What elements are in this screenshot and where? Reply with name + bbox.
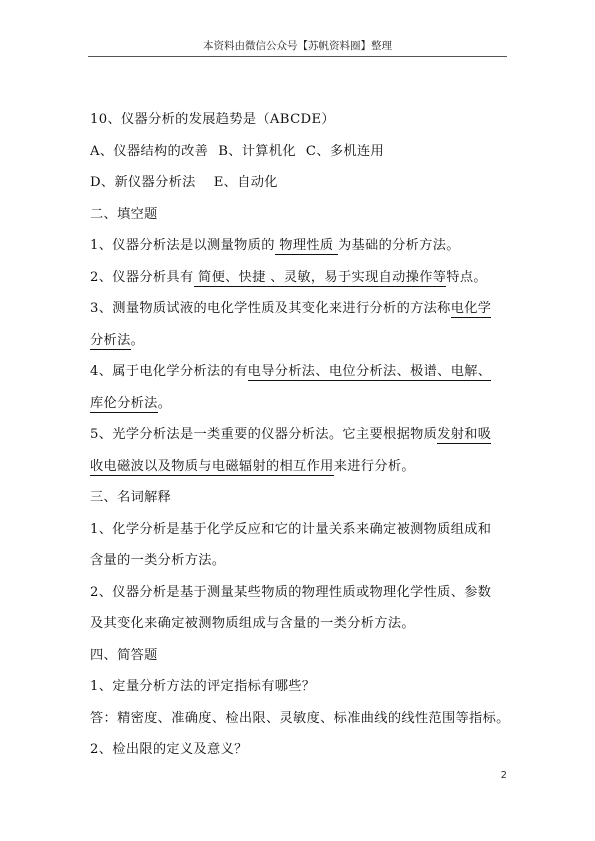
definition-1-cont xyxy=(90,545,509,577)
fill-question-3-cont xyxy=(90,325,509,357)
fill-answer: 电导分析法、电位分析法、极谱、电解、 xyxy=(247,364,492,379)
question-text: 2、检出限的定义及意义？ xyxy=(90,742,248,757)
fill-text: 。 xyxy=(157,395,172,411)
definition-text: 及其变化来确定被测物质组成与含量的一类分析方法。 xyxy=(90,616,415,631)
fill-text: 2、仪器分析具有 xyxy=(90,269,194,285)
short-answer-answer-1 xyxy=(90,703,509,735)
short-answer-question-1 xyxy=(90,671,509,703)
option-a: A、仪器结构的改善 xyxy=(90,143,209,159)
definition-text: 2、仪器分析是基于测量某些物质的物理性质或物理化学性质、参数 xyxy=(90,584,492,600)
fill-question-4 xyxy=(90,356,509,388)
answer-text: 答：精密度、准确度、检出限、灵敏度、标准曲线的线性范围等指标。 xyxy=(90,710,510,726)
section-title: 二、填空题 xyxy=(90,206,158,222)
fill-text: 来进行分析。 xyxy=(333,458,415,474)
fill-answer: 物理性质 xyxy=(274,238,338,253)
fill-text: 1、仪器分析法是以测量物质的 xyxy=(90,238,275,253)
fill-question-5-cont xyxy=(90,451,509,483)
fill-question-2 xyxy=(90,262,509,294)
fill-text: 4、属于电化学分析法的有 xyxy=(90,364,248,379)
section-heading-fill-in xyxy=(90,199,509,231)
question-text: 10、仪器分析的发展趋势是（ABCDE） xyxy=(90,112,335,127)
section-heading-short-answer xyxy=(90,640,509,672)
page-header: 本资料由微信公众号【苏帆资料圈】整理 xyxy=(88,38,507,57)
fill-question-4-cont xyxy=(90,388,509,420)
option-b: B、计算机化 xyxy=(218,143,296,159)
fill-text: 特点。 xyxy=(446,269,487,285)
definition-text: 1、化学分析是基于化学反应和它的计量关系来确定被测物质组成和 xyxy=(90,521,492,537)
fill-text: 为基础的分析方法。 xyxy=(337,238,460,253)
definition-2 xyxy=(90,577,509,609)
fill-answer: 简便、快捷 、灵敏，易于实现自动操作等 xyxy=(193,269,447,285)
section-title: 三、名词解释 xyxy=(90,490,172,505)
fill-answer: 分析法 xyxy=(90,332,131,348)
fill-text: 。 xyxy=(130,332,145,348)
option-c: C、多机连用 xyxy=(305,143,385,159)
definition-2-cont xyxy=(90,608,509,640)
short-answer-question-2 xyxy=(90,734,509,766)
page-number: 2 xyxy=(500,770,507,781)
fill-answer: 收电磁波以及物质与电磁辐射的相互作用 xyxy=(90,458,334,474)
fill-text: 5、光学分析法是一类重要的仪器分析法。它主要根据物质 xyxy=(90,427,438,442)
fill-answer: 发射和吸 xyxy=(437,427,492,442)
fill-answer: 电化学 xyxy=(450,301,492,316)
fill-question-3 xyxy=(90,293,509,325)
section-heading-definitions xyxy=(90,482,509,514)
fill-text: 3、测量物质试液的电化学性质及其变化来进行分析的方法称 xyxy=(90,301,451,316)
fill-answer: 库伦分析法 xyxy=(90,395,158,411)
question-10 xyxy=(90,104,509,136)
definition-text: 含量的一类分析方法。 xyxy=(90,553,226,568)
fill-question-5 xyxy=(90,419,509,451)
definition-1 xyxy=(90,514,509,546)
document-body xyxy=(90,104,509,766)
section-title: 四、简答题 xyxy=(90,647,158,663)
fill-question-1 xyxy=(90,230,509,262)
option-d: D、新仪器分析法 xyxy=(90,175,196,190)
option-e: E、自动化 xyxy=(213,175,278,190)
question-10-options-row2 xyxy=(90,167,509,199)
question-10-options-row1 xyxy=(90,136,509,168)
question-text: 1、定量分析方法的评定指标有哪些？ xyxy=(90,679,316,694)
